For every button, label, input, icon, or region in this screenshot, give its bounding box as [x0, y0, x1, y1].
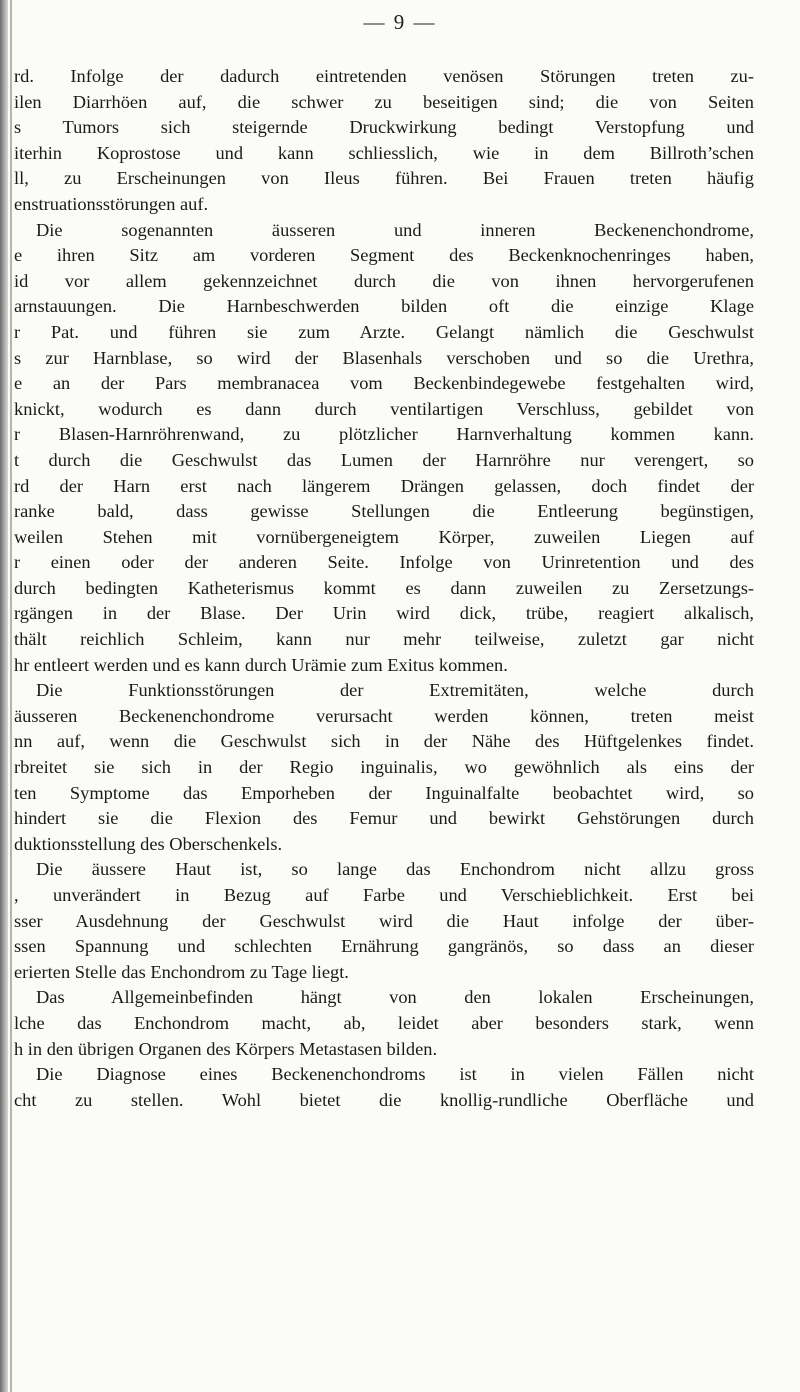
text-line: äusseren Beckenenchondrome verursacht werden können, treten meist	[14, 705, 754, 726]
text-line: Das Allgemeinbefinden hängt von den lokalen Erscheinungen,	[36, 987, 754, 1008]
text-line: duktionsstellung des Oberschenkels.	[14, 833, 283, 854]
page-binding-edge	[0, 0, 8, 1392]
text-line: weilen Stehen mit vornübergeneigtem Körper, zuweilen Liegen auf	[14, 526, 754, 547]
text-line: h in den übrigen Organen des Körpers Metastasen bilden.	[14, 1038, 438, 1059]
text-line: durch bedingten Katheterismus kommt es dann zuweilen zu Zersetzungs-	[14, 577, 754, 598]
text-line: hindert sie die Flexion des Femur und bewirkt Gehstörungen durch	[14, 808, 754, 829]
page-number-header: — 9 —	[363, 10, 437, 34]
text-line: rd der Harn erst nach längerem Drängen gelassen, doch findet der	[14, 475, 754, 496]
text-line: , unverändert in Bezug auf Farbe und Verschieblichkeit. Erst bei	[14, 885, 754, 905]
text-line: id vor allem gekennzeichnet durch die von ihnen hervorgerufenen	[14, 270, 754, 291]
text-line: rd. Infolge der dadurch eintretenden venösen Störungen treten zu-	[14, 66, 754, 86]
text-line: ilen Diarrhöen auf, die schwer zu beseitigen sind; die von Seiten	[14, 91, 754, 112]
text-line: r Pat. und führen sie zum Arzte. Gelangt nämlich die Geschwulst	[14, 321, 754, 342]
text-line: arnstauungen. Die Harnbeschwerden bilden oft die einzige Klage	[14, 296, 754, 317]
text-line: ll, zu Erscheinungen von Ileus führen. Bei Frauen treten häufig	[14, 168, 754, 189]
text-line: rgängen in der Blase. Der Urin wird dick, trübe, reagiert alkalisch,	[14, 603, 754, 624]
text-line: rbreitet sie sich in der Regio inguinalis, wo gewöhnlich als eins der	[14, 757, 754, 778]
text-line: ten Symptome das Emporheben der Inguinalfalte beobachtet wird, so	[14, 782, 754, 803]
text-line: sser Ausdehnung der Geschwulst wird die Haut infolge der über-	[14, 910, 754, 931]
text-line: e ihren Sitz am vorderen Segment des Beckenknochenringes haben,	[14, 245, 754, 266]
text-line: ssen Spannung und schlechten Ernährung gangränös, so dass an dieser	[14, 936, 754, 957]
text-line: s zur Harnblase, so wird der Blasenhals verschoben und so die Urethra,	[14, 347, 754, 368]
text-line: e an der Pars membranacea vom Beckenbindegewebe festgehalten wird,	[14, 373, 754, 394]
text-line: t durch die Geschwulst das Lumen der Harnröhre nur verengert, so	[14, 449, 754, 470]
text-line: knickt, wodurch es dann durch ventilartigen Verschluss, gebildet von	[14, 398, 754, 419]
text-line: ranke bald, dass gewisse Stellungen die Entleerung begünstigen,	[14, 501, 754, 522]
text-line: Die Diagnose eines Beckenenchondroms ist in vielen Fällen nicht	[36, 1064, 754, 1085]
text-line: cht zu stellen. Wohl bietet die knollig-rundliche Oberfläche und	[14, 1089, 754, 1110]
body-text	[14, 64, 754, 1113]
text-line: r einen oder der anderen Seite. Infolge von Urinretention und des	[14, 552, 754, 573]
text-line: lche das Enchondrom macht, ab, leidet aber besonders stark, wenn	[14, 1012, 754, 1033]
text-line: hr entleert werden und es kann durch Urämie zum Exitus kommen.	[14, 654, 508, 675]
text-line: nn auf, wenn die Geschwulst sich in der Nähe des Hüftgelenkes findet.	[14, 731, 754, 752]
text-line: iterhin Koprostose und kann schliesslich, wie in dem Billroth’schen	[14, 142, 754, 163]
text-line: Die sogenannten äusseren und inneren Beckenenchondrome,	[36, 219, 754, 240]
text-line: Die Funktionsstörungen der Extremitäten, welche durch	[36, 680, 754, 701]
text-line: erierten Stelle das Enchondrom zu Tage liegt.	[14, 961, 349, 982]
text-line: Die äussere Haut ist, so lange das Enchondrom nicht allzu gross	[36, 859, 754, 880]
text-line: r Blasen-Harnröhrenwand, zu plötzlicher Harnverhaltung kommen kann.	[14, 424, 754, 445]
text-line: s Tumors sich steigernde Druckwirkung bedingt Verstopfung und	[14, 117, 754, 138]
text-line: thält reichlich Schleim, kann nur mehr teilweise, zuletzt gar nicht	[14, 629, 754, 650]
binding-shadow-line	[10, 0, 12, 1392]
text-line: enstruationsstörungen auf.	[14, 193, 209, 214]
